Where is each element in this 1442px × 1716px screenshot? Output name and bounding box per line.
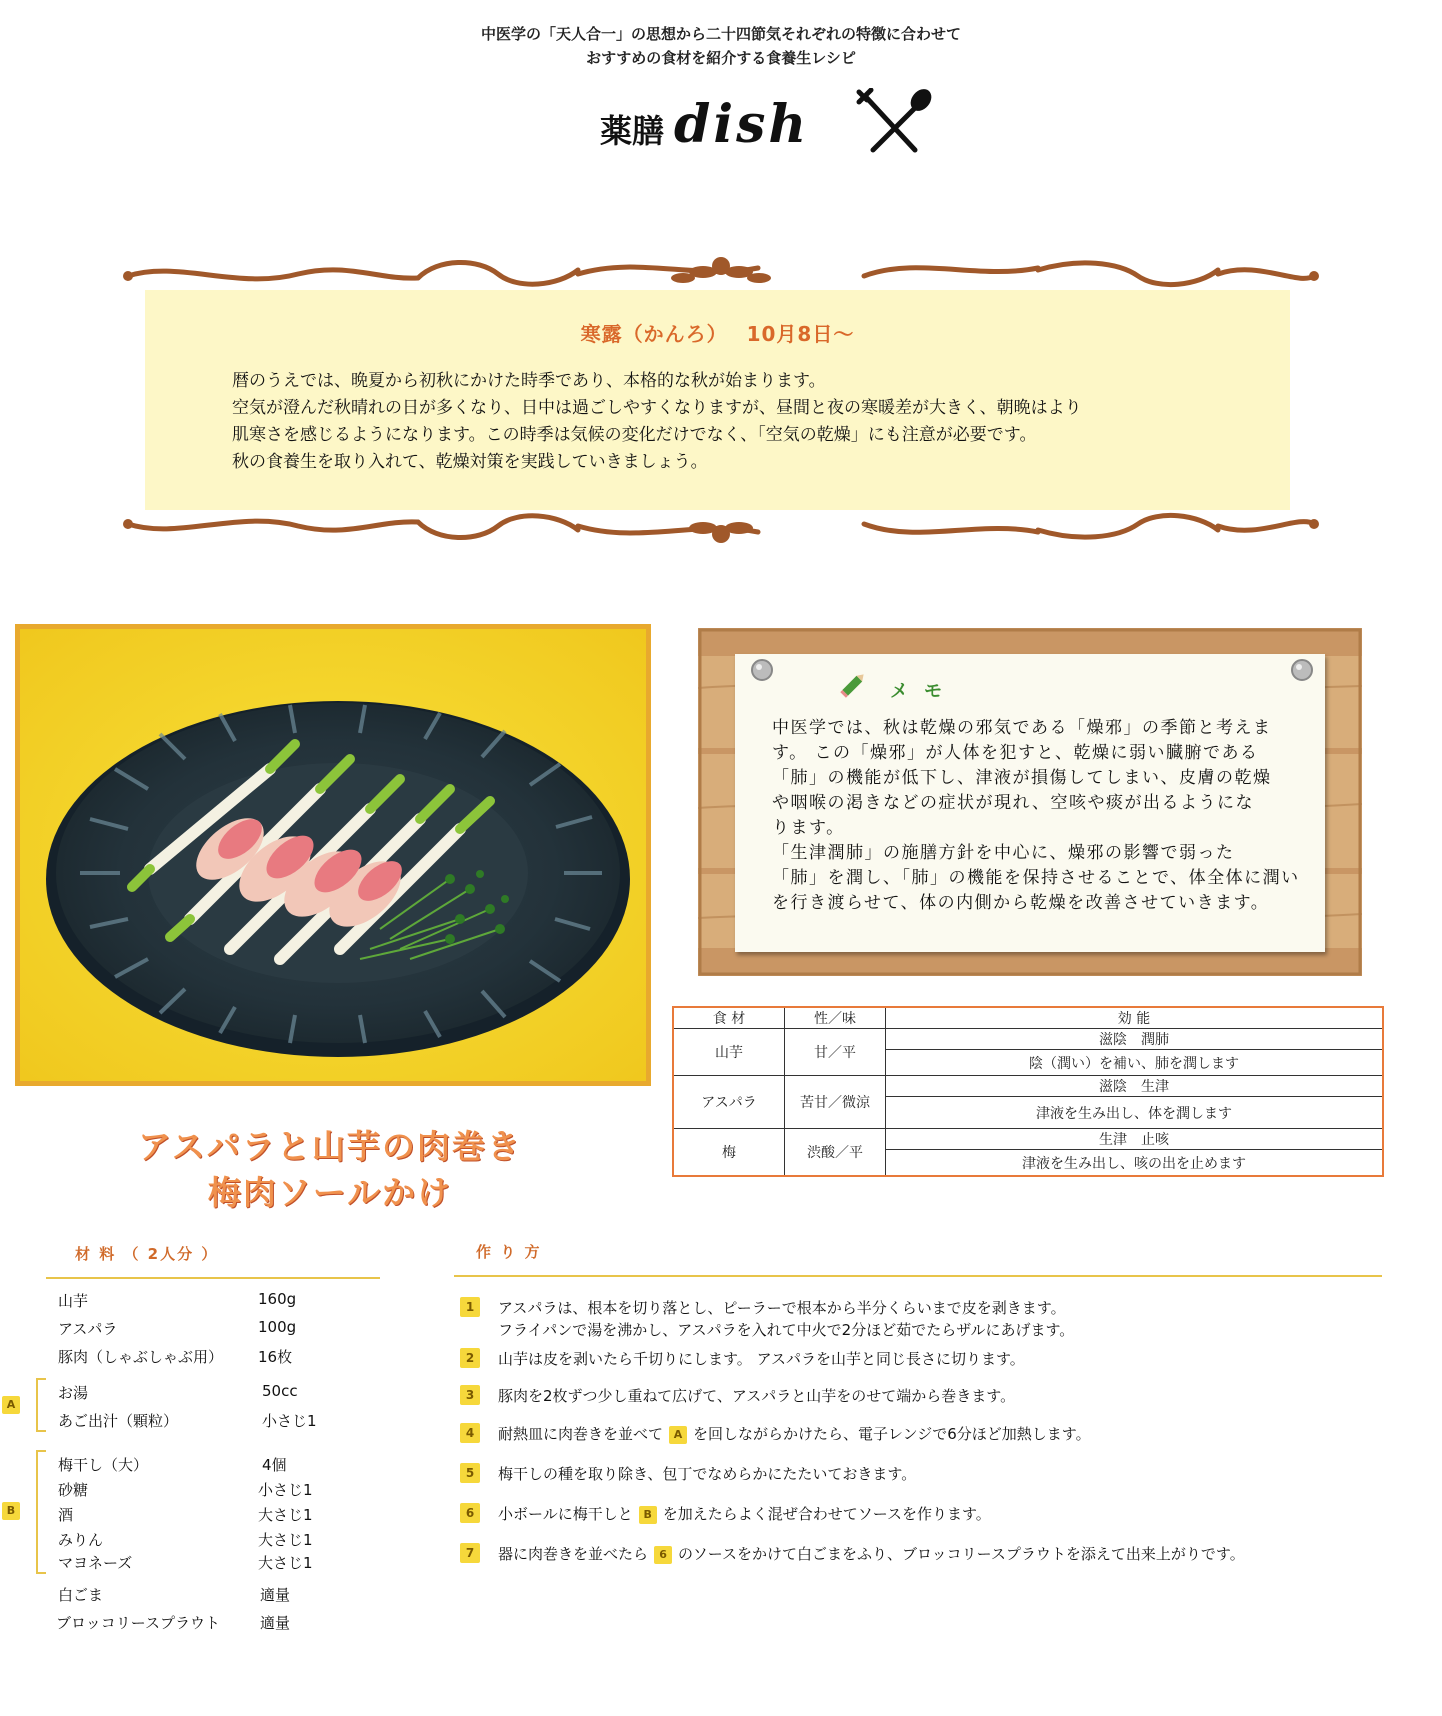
table-cell-desc: 津液を生み出し、体を潤します <box>886 1097 1384 1129</box>
ingredient-name: 豚肉（しゃぶしゃぶ用） <box>58 1348 224 1366</box>
table-cell-nature: 苦甘／微涼 <box>785 1076 886 1129</box>
step-post: を加えたらよく混ぜ合わせてソースを作ります。 <box>662 1505 991 1523</box>
table-header: 効 能 <box>886 1007 1384 1029</box>
table-cell-food: アスパラ <box>673 1076 785 1129</box>
table-cell-effect: 滋陰 潤肺 <box>886 1029 1384 1050</box>
table-cell-nature: 甘／平 <box>785 1029 886 1076</box>
step-number: 5 <box>460 1463 480 1483</box>
bottom-ornament-icon <box>118 502 1324 550</box>
memo-title: メモ <box>890 681 958 702</box>
season-title: 寒露（かんろ） 10月8日～ <box>580 322 855 346</box>
season-body <box>232 368 1252 476</box>
step-text <box>498 1297 1074 1341</box>
pin-icon <box>1288 656 1316 684</box>
group-a-bracket <box>36 1378 46 1432</box>
ingredient-amount: 100g <box>258 1318 297 1336</box>
group-a-badge: A <box>2 1396 20 1414</box>
dish-photo <box>15 624 651 1086</box>
ingredient-name: アスパラ <box>58 1320 118 1338</box>
intro-line-1: 中医学の「天人合一」の思想から二十四節気それぞれの特徴に合わせて <box>480 25 961 43</box>
pin-icon <box>748 656 776 684</box>
memo-line: 中医学では、秋は乾燥の邪気である「燥邪」の季節と考えま <box>772 718 1272 738</box>
dish-title-line-1: アスパラと山芋の肉巻き <box>138 1127 522 1166</box>
step-pre: 耐熱皿に肉巻きを並べて <box>498 1425 664 1443</box>
ingredient-amount: 小さじ1 <box>258 1481 313 1499</box>
step-text <box>498 1423 1091 1445</box>
memo-body <box>772 716 1302 916</box>
ingredient-name: 酒 <box>58 1506 74 1524</box>
ingredient-name: 白ごま <box>58 1586 104 1604</box>
step-number: 4 <box>460 1423 480 1443</box>
step-badge: 6 <box>654 1546 672 1564</box>
method-rule <box>454 1275 1382 1277</box>
step-pre: 器に肉巻きを並べたら <box>498 1545 649 1563</box>
table-row <box>673 1076 1383 1097</box>
ingredient-amount: 適量 <box>260 1586 291 1604</box>
memo-line: 「肺」を潤し、「肺」の機能を保持させることで、体全体に潤い <box>772 868 1300 888</box>
ingredient-name: みりん <box>58 1531 104 1549</box>
step-pre: 小ボールに梅干しと <box>498 1505 633 1523</box>
dish-title-line-2: 梅肉ソールかけ <box>207 1173 453 1212</box>
table-header: 性／味 <box>785 1007 886 1029</box>
ingredients-heading: 材 料 （ 2人分 ） <box>75 1245 219 1263</box>
logo-en: dish <box>674 94 810 155</box>
table-cell-nature: 渋酸／平 <box>785 1129 886 1177</box>
memo-line: を行き渡らせて、体の内側から乾燥を改善させていきます。 <box>772 893 1270 913</box>
table-cell-desc: 陰（潤い）を補い、肺を潤します <box>886 1050 1384 1076</box>
intro-text <box>0 22 1442 70</box>
table-row <box>673 1129 1383 1150</box>
logo <box>600 88 940 158</box>
group-b-bracket <box>36 1450 46 1574</box>
effects-table <box>672 1006 1384 1177</box>
ingredient-amount: 50cc <box>262 1382 298 1400</box>
step-text: 山芋は皮を剥いたら千切りにします。 アスパラを山芋と同じ長さに切ります。 <box>498 1350 1025 1368</box>
ingredient-amount: 160g <box>258 1290 297 1308</box>
memo-line: す。 この「燥邪」が人体を犯すと、乾燥に弱い臓腑である <box>772 743 1259 763</box>
ingredient-name: 山芋 <box>58 1292 89 1310</box>
step-number: 2 <box>460 1348 480 1368</box>
step-text: 豚肉を2枚ずつ少し重ねて広げて、アスパラと山芋をのせて端から巻きます。 <box>498 1387 1016 1405</box>
step-post: のソースをかけて白ごまをふり、ブロッコリースプラウトを添えて出来上がりです。 <box>678 1545 1245 1563</box>
step-line: フライパンで湯を沸かし、アスパラを入れて中火で2分ほど茹でたらザルにあげます。 <box>498 1321 1075 1339</box>
intro-line-2: おすすめの食材を紹介する食養生レシピ <box>586 49 856 67</box>
season-line: 肌寒さを感じるようになります。この時季は気候の変化だけでなく、「空気の乾燥」にも注意が必要です。 <box>232 425 1037 445</box>
group-b-badge: B <box>2 1502 20 1520</box>
ingredient-amount: 大さじ1 <box>258 1554 313 1572</box>
ingredient-amount: 適量 <box>260 1614 291 1632</box>
fork-spoon-icon <box>855 88 935 158</box>
step-text <box>498 1543 1245 1565</box>
step-number: 7 <box>460 1543 480 1563</box>
method-heading: 作 り 方 <box>476 1243 542 1261</box>
season-line: 空気が澄んだ秋晴れの日が多くなり、日中は過ごしやすくなりますが、昼間と夜の寒暖差が大きく、朝晩はより <box>232 398 1082 418</box>
pencil-icon <box>838 670 868 700</box>
ingredient-amount: 16枚 <box>258 1348 293 1366</box>
season-line: 秋の食養生を取り入れて、乾燥対策を実践していきましょう。 <box>232 452 708 472</box>
ingredient-amount: 大さじ1 <box>258 1531 313 1549</box>
ingredient-amount: 小さじ1 <box>262 1412 317 1430</box>
ingredients-rule <box>46 1277 380 1279</box>
dish-photo-image <box>20 629 646 1081</box>
memo-line: 「肺」の機能が低下し、津液が損傷してしまい、皮膚の乾燥 <box>772 768 1272 788</box>
ingredient-name: お湯 <box>58 1384 89 1402</box>
step-number: 6 <box>460 1503 480 1523</box>
step-badge: B <box>639 1506 657 1524</box>
step-text: 梅干しの種を取り除き、包丁でなめらかにたたいておきます。 <box>498 1465 917 1483</box>
table-header: 食 材 <box>673 1007 785 1029</box>
ingredient-amount: 4個 <box>262 1456 287 1474</box>
step-badge: A <box>669 1426 687 1444</box>
table-cell-desc: 津液を生み出し、咳の出を止めます <box>886 1150 1384 1177</box>
ingredient-amount: 大さじ1 <box>258 1506 313 1524</box>
step-line: アスパラは、根本を切り落とし、ピーラーで根本から半分くらいまで皮を剥きます。 <box>498 1299 1066 1317</box>
season-line: 暦のうえでは、晩夏から初秋にかけた時季であり、本格的な秋が始まります。 <box>232 371 826 391</box>
memo-line: ります。 <box>772 818 845 838</box>
table-cell-food: 梅 <box>673 1129 785 1177</box>
ingredient-name: マヨネーズ <box>58 1554 133 1572</box>
ingredient-name: 梅干し（大） <box>58 1456 149 1474</box>
table-cell-effect: 滋陰 生津 <box>886 1076 1384 1097</box>
ingredient-name: 砂糖 <box>58 1481 89 1499</box>
memo-line: や咽喉の渇きなどの症状が現れ、空咳や痰が出るようにな <box>772 793 1255 813</box>
table-row <box>673 1029 1383 1050</box>
ingredient-name: あご出汁（顆粒） <box>58 1412 179 1430</box>
step-number: 3 <box>460 1385 480 1405</box>
logo-ja: 薬膳 <box>600 112 665 150</box>
table-cell-effect: 生津 止咳 <box>886 1129 1384 1150</box>
step-number: 1 <box>460 1297 480 1317</box>
step-text <box>498 1503 991 1525</box>
ingredient-name: ブロッコリースプラウト <box>56 1614 220 1632</box>
dish-title <box>60 1124 600 1216</box>
step-post: を回しながらかけたら、電子レンジで6分ほど加熱します。 <box>693 1425 1091 1443</box>
table-cell-food: 山芋 <box>673 1029 785 1076</box>
memo-line: 「生津潤肺」の施膳方針を中心に、燥邪の影響で弱った <box>772 843 1235 863</box>
top-ornament-icon <box>118 250 1324 298</box>
